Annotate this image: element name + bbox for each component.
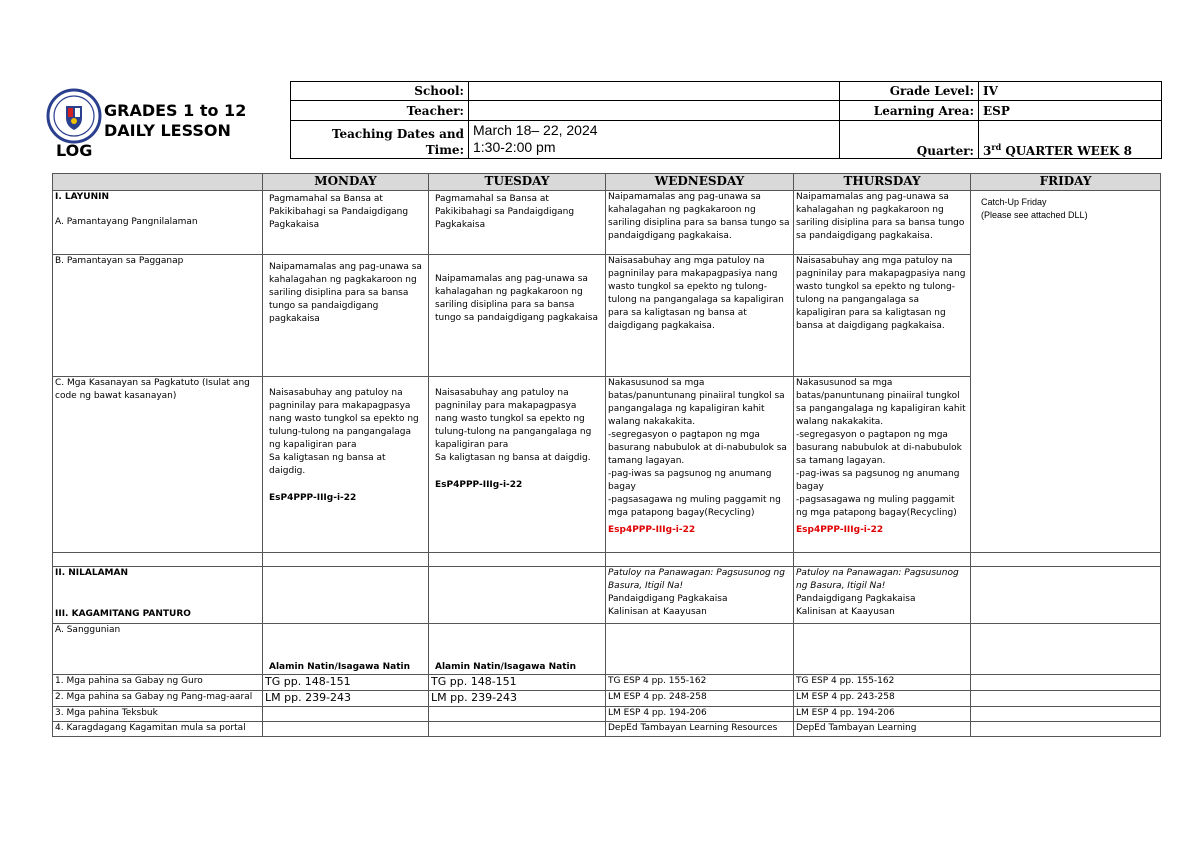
monday-code: EsP4PPP-IIIg-i-22 <box>269 493 357 503</box>
thursday-b: Naisasabuhay ang mga patuloy na pagninilay para makapagpasiya nang wasto tungkol sa epekto ng tulong-tulong na pangangalaga sa kapaligiran para sa kaligtasan ng bansa at daigdigang pagkakaisa. <box>794 255 971 377</box>
thursday-lm: LM ESP 4 pp. 243-258 <box>794 691 971 707</box>
day-thursday: THURSDAY <box>794 174 971 191</box>
lesson-table <box>52 173 1161 737</box>
title-line-3: LOG <box>56 141 93 160</box>
tuesday-lm: LM pp. 239-243 <box>429 691 606 707</box>
day-monday: MONDAY <box>263 174 429 191</box>
day-wednesday: WEDNESDAY <box>606 174 794 191</box>
quarter-label: Quarter: <box>840 121 979 159</box>
day-tuesday: TUESDAY <box>429 174 606 191</box>
thursday-c: Nakasusunod sa mga batas/panuntunang pinaiiral tungkol sa pangangalaga ng kapaligiran kahit walang nakakakita. -segregasyon o pagtapon ng mga basurang nabubulok at di-nabubulok sa tamang lagayan. -pag-iwas sa pagsunog ng anumang bagay -pagsasagawa ng muling paggamit ng mga patapong bagay(Recycling) Esp4PPP-IIIg-i-22 <box>794 377 971 553</box>
learning-area-label: Learning Area: <box>840 101 979 121</box>
tuesday-tg: TG pp. 148-151 <box>429 675 606 691</box>
monday-tg: TG pp. 148-151 <box>263 675 429 691</box>
monday-a: Pagmamahal sa Bansa at Pakikibahagi sa Pandaigdigang Pagkakaisa <box>263 191 429 255</box>
wednesday-a: Naipamamalas ang pag-unawa sa kahalagahan ng pagkakaroon ng sariling disiplina para sa bansa tungo sa pandaigdigang pagkakaisa. <box>606 191 794 255</box>
wednesday-code: Esp4PPP-IIIg-i-22 <box>608 525 696 535</box>
wednesday-c: Nakasusunod sa mga batas/panuntunang pinaiiral tungkol sa pangangalaga ng kapaligiran kahit walang nakakakita. -segregasyon o pagtapon ng mga basurang nabubulok at di-nabubulok sa tamang lagayan. -pag-iwas sa pagsunog ng anumang bagay -pagsasagawa ng muling paggamit ng mga patapong bagay(Recycling) Esp4PPP-IIIg-i-22 <box>606 377 794 553</box>
thursday-textbook: LM ESP 4 pp. 194-206 <box>794 707 971 722</box>
wednesday-nilalaman: Patuloy na Panawagan: Pagsusunog ng Basura, Itigil Na! Pandaigdigang Pagkakaisa Kalinisan at Kaayusan <box>606 567 794 624</box>
grade-level-label: Grade Level: <box>840 82 979 101</box>
monday-b: Naipamamalas ang pag-unawa sa kahalagahan ng pagkakaroon ng sariling disiplina para sa bansa tungo sa pandaigdigang pagkakaisa <box>263 255 429 377</box>
wednesday-tg: TG ESP 4 pp. 155-162 <box>606 675 794 691</box>
wednesday-portal: DepEd Tambayan Learning Resources <box>606 722 794 737</box>
tuesday-a: Pagmamahal sa Bansa at Pakikibahagi sa Pandaigdigang Pagkakaisa <box>429 191 606 255</box>
learning-area-value: ESP <box>979 101 1162 121</box>
teacher-label: Teacher: <box>291 101 469 121</box>
teaching-dates-label: Teaching Dates and Time: <box>291 121 469 159</box>
row-1-label: 1. Mga pahina sa Gabay ng Guro <box>53 675 263 691</box>
thursday-a: Naipamamalas ang pag-unawa sa kahalagahan ng pagkakaroon ng sariling disiplina para sa bansa tungo sa pandaigdigang pagkakaisa. <box>794 191 971 255</box>
school-label: School: <box>291 82 469 101</box>
tuesday-code: EsP4PPP-IIIg-i-22 <box>435 480 523 490</box>
teacher-value <box>469 101 840 121</box>
row-c-label: C. Mga Kasanayan sa Pagkatuto (Isulat ang code ng bawat kasanayan) <box>53 377 263 553</box>
row-sanggunian-label: A. Sanggunian <box>53 624 263 675</box>
monday-alamin: Alamin Natin/Isagawa Natin <box>263 624 429 675</box>
grade-level-value: IV <box>979 82 1162 101</box>
tuesday-alamin: Alamin Natin/Isagawa Natin <box>429 624 606 675</box>
day-friday: FRIDAY <box>971 174 1161 191</box>
tuesday-b: Naipamamalas ang pag-unawa sa kahalagahan ng pagkakaroon ng sariling disiplina para sa bansa tungo sa pandaigdigang pagkakaisa <box>429 255 606 377</box>
wednesday-textbook: LM ESP 4 pp. 194-206 <box>606 707 794 722</box>
row-4-label: 4. Karagdagang Kagamitan mula sa portal <box>53 722 263 737</box>
wednesday-b: Naisasabuhay ang mga patuloy na pagninilay para makapagpasiya nang wasto tungkol sa epekto ng tulong-tulong na pangangalaga sa kapaligiran para sa kaligtasan ng bansa at daigdigang pagkakaisa. <box>606 255 794 377</box>
title-line-1: GRADES 1 to 12 <box>104 101 247 120</box>
friday-catch-up: Catch-Up Friday (Please see attached DLL) <box>971 191 1161 553</box>
monday-c: Naisasabuhay ang patuloy na pagninilay para makapagpasya nang wasto tungkol sa epekto ng tulung-tulong na pangangalaga ng kapaligiran para Sa kaligtasan ng bansa at daigdig. EsP4PPP-IIIg-i-22 <box>263 377 429 553</box>
header-table <box>52 81 1162 159</box>
row-a-label: I. LAYUNIN A. Pamantayang Pangnilalaman <box>53 191 263 255</box>
quarter-value: 3rd QUARTER WEEK 8 <box>979 121 1162 159</box>
tuesday-c: Naisasabuhay ang patuloy na pagninilay para makapagpasya nang wasto tungkol sa epekto ng tulung-tulong na pangangalaga ng kapaligiran para Sa kaligtasan ng bansa at daigdig. EsP4PPP-IIIg-i-22 <box>429 377 606 553</box>
wednesday-lm: LM ESP 4 pp. 248-258 <box>606 691 794 707</box>
row-3-label: 3. Mga pahina Teksbuk <box>53 707 263 722</box>
thursday-tg: TG ESP 4 pp. 155-162 <box>794 675 971 691</box>
row-b-label: B. Pamantayan sa Pagganap <box>53 255 263 377</box>
thursday-nilalaman: Patuloy na Panawagan: Pagsusunog ng Basura, Itigil Na! Pandaigdigang Pagkakaisa Kalinisan at Kaayusan <box>794 567 971 624</box>
monday-lm: LM pp. 239-243 <box>263 691 429 707</box>
school-value <box>469 82 840 101</box>
row-2-label: 2. Mga pahina sa Gabay ng Pang-mag-aaral <box>53 691 263 707</box>
title-line-2: DAILY LESSON <box>104 121 231 140</box>
thursday-code: Esp4PPP-IIIg-i-22 <box>796 525 884 535</box>
thursday-portal: DepEd Tambayan Learning <box>794 722 971 737</box>
row-nilalaman-label: II. NILALAMAN III. KAGAMITANG PANTURO <box>53 567 263 624</box>
teaching-dates-value: March 18– 22, 2024 1:30-2:00 pm <box>469 121 840 159</box>
